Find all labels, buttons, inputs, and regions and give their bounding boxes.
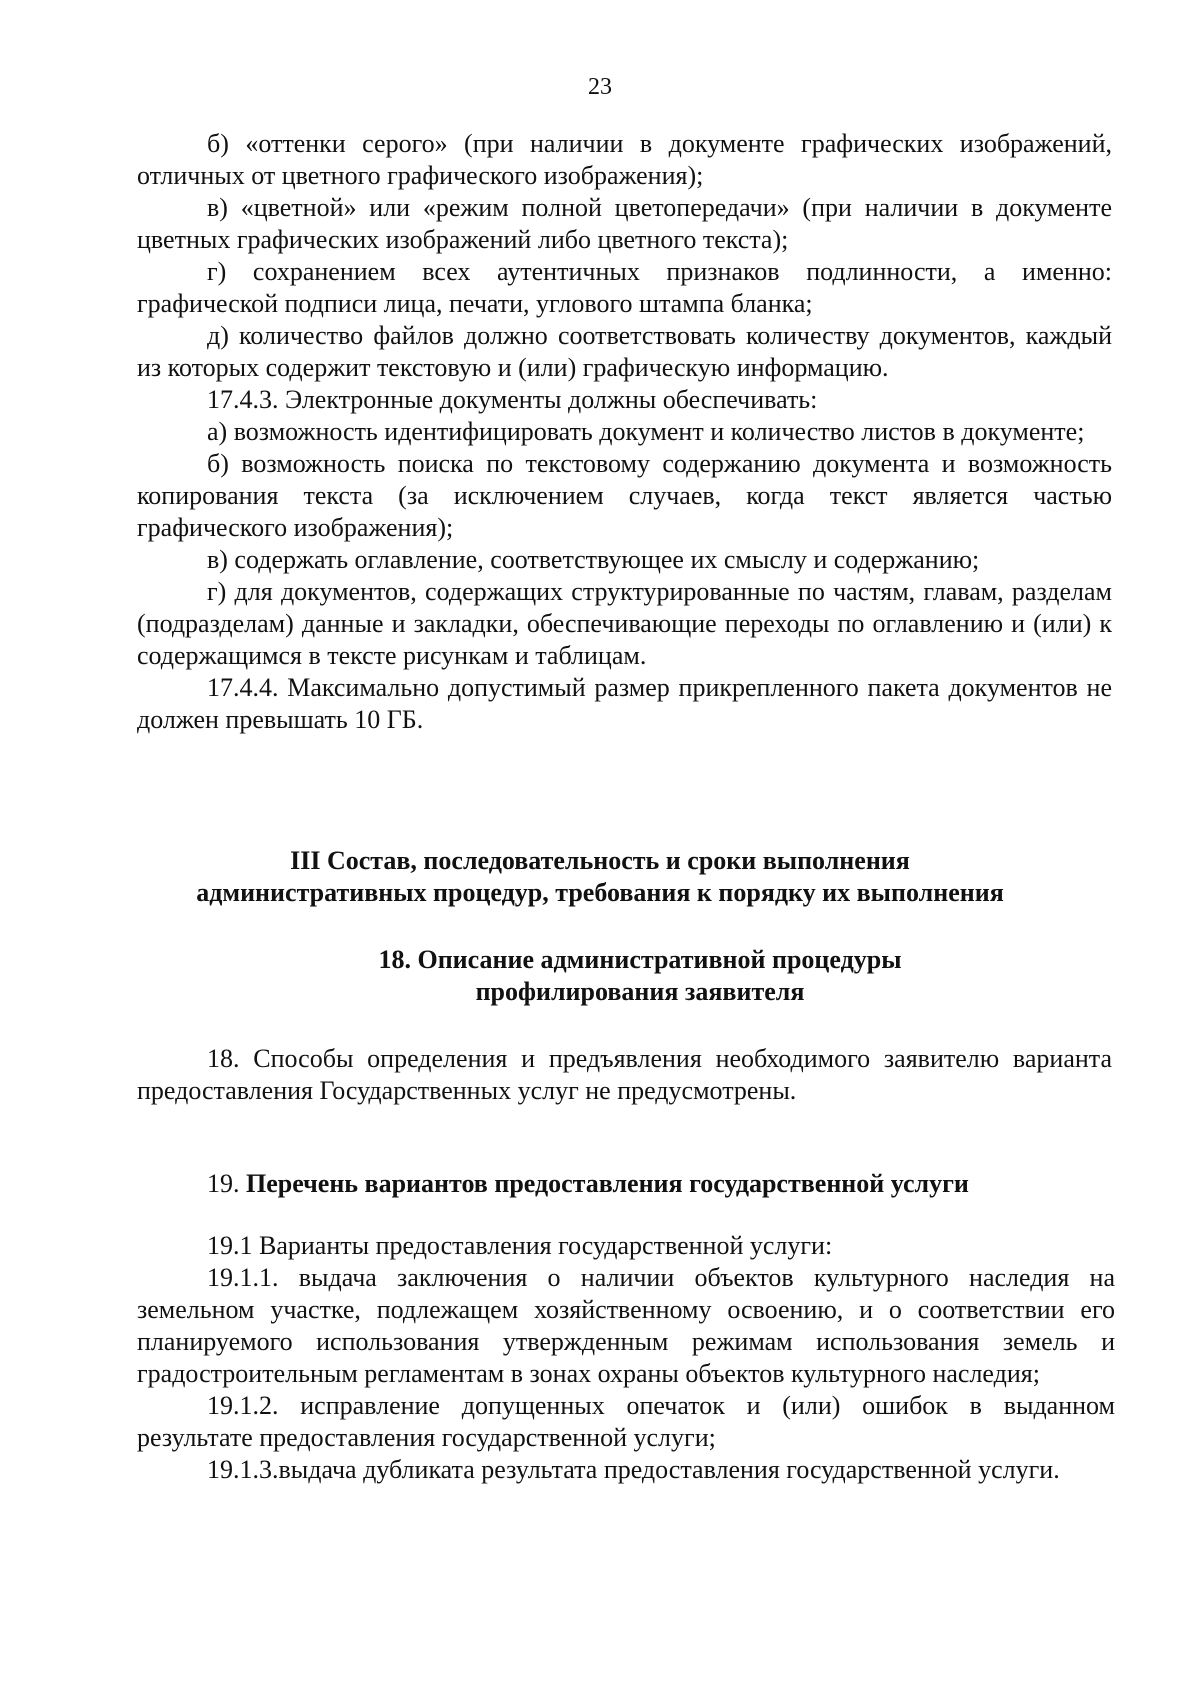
heading-title: Перечень вариантов предоставления государственной услуги [246, 1169, 969, 1198]
paragraph: г) сохранением всех аутентичных признаков подлинности, а именно: графической подписи лица, печати, углового штампа бланка; [137, 257, 1112, 318]
paragraph: а) возможность идентифицировать документ и количество листов в документе; [207, 417, 1085, 446]
paragraph: 17.4.3. Электронные документы должны обеспечивать: [207, 385, 818, 414]
paragraph: г) для документов, содержащих структурированные по частям, главам, разделам (подразделам) данные и закладки, обеспечивающие переходы по оглавлению и (или) к содержащимся в тексте рисункам и таблицам. [137, 577, 1112, 670]
subsection-heading-19 [207, 1168, 969, 1200]
text-block-18 [137, 1043, 1112, 1107]
paragraph: 19.1.2. исправление допущенных опечаток и (или) ошибок в выданном результате предоставления государственной услуги; [137, 1391, 1115, 1452]
heading-line: профилирования заявителя [475, 977, 805, 1006]
paragraph: 19.1.1. выдача заключения о наличии объектов культурного наследия на земельном участке, подлежащем хозяйственному освоению, и о соответствии его планируемого использования утвержденным режимам использования земель и градостроительным регламентам в зонах охраны объектов культурного наследия; [137, 1263, 1115, 1388]
paragraph: б) возможность поиска по текстовому содержанию документа и возможность копирования текста (за исключением случаев, когда текст является частью графического изображения); [137, 449, 1112, 542]
heading-line: 18. Описание административной процедуры [378, 945, 902, 974]
text-block-17-4 [137, 128, 1112, 736]
paragraph: 18. Способы определения и предъявления необходимого заявителю варианта предоставления Государственных услуг не предусмотрены. [137, 1044, 1112, 1105]
subsection-heading-18 [40, 944, 1200, 1008]
paragraph: 19.1.3.выдача дубликата результата предоставления государственной услуги. [207, 1455, 1060, 1484]
paragraph: в) содержать оглавление, соответствующее их смыслу и содержанию; [207, 545, 980, 574]
page-number: 23 [588, 74, 612, 100]
heading-line: III Состав, последовательность и сроки выполнения [290, 846, 910, 875]
heading-number: 19. [207, 1169, 240, 1198]
paragraph: 19.1 Варианты предоставления государственной услуги: [207, 1231, 833, 1260]
paragraph: д) количество файлов должно соответствовать количеству документов, каждый из которых содержит текстовую и (или) графическую информацию. [137, 321, 1112, 382]
paragraph: в) «цветной» или «режим полной цветопередачи» (при наличии в документе цветных графических изображений либо цветного текста); [137, 193, 1112, 254]
heading-line: административных процедур, требования к порядку их выполнения [196, 878, 1004, 907]
paragraph: б) «оттенки серого» (при наличии в документе графических изображений, отличных от цветного графического изображения); [137, 129, 1112, 190]
text-block-19 [137, 1230, 1115, 1486]
paragraph: 17.4.4. Максимально допустимый размер прикрепленного пакета документов не должен превышать 10 ГБ. [137, 673, 1112, 734]
section-heading-iii [0, 845, 1200, 909]
